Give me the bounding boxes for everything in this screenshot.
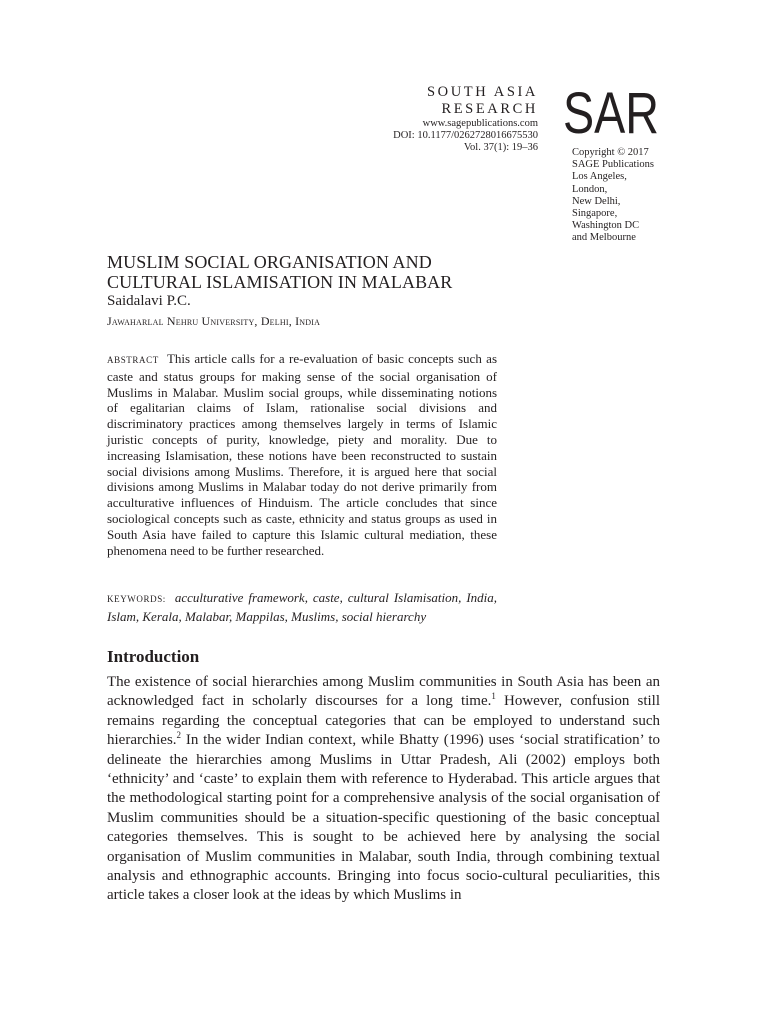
keywords-terms: acculturative framework, caste, cultural Islamisation, India, Islam, Kerala, Malabar, Mappilas, Muslims, social hierarchy: [107, 590, 498, 624]
keywords: [107, 589, 497, 625]
title-line1: MUSLIM SOCIAL ORGANISATION AND: [107, 252, 432, 272]
journal-header: [393, 84, 538, 154]
copyright-line: SAGE Publications: [572, 159, 654, 171]
footnote-ref-1[interactable]: 1: [491, 691, 496, 702]
copyright-line: Los Angeles,: [572, 171, 627, 183]
journal-name-line1: SOUTH ASIA: [427, 84, 538, 100]
copyright-line: Washington DC: [572, 220, 640, 232]
intro-text-part1: The existence of social hierarchies among Muslim communities in South Asia has been an acknowledged fact in scholarly discourses for a long time.: [107, 674, 660, 710]
copyright-line: London,: [572, 183, 608, 195]
footnote-ref-2[interactable]: 2: [176, 730, 182, 741]
journal-doi: DOI: 10.1177/0262728016675530: [393, 130, 538, 141]
copyright-line: New Delhi,: [572, 195, 621, 207]
journal-volume: Vol. 37(1): 19–36: [463, 142, 538, 153]
intro-text-part2: However, confusion still remains regarding the conceptual categories that can be employed to understand such hierarchies.: [107, 693, 660, 749]
keywords-label: KEYWORDS:: [107, 594, 166, 604]
section-heading-introduction: Introduction: [107, 647, 200, 666]
sar-logo-text: SAR: [563, 81, 659, 146]
abstract-text: This article calls for a re-evaluation of basic concepts such as caste and status groups for making sense of the social organisation of Muslims in Malabar. Muslim social groups, while disseminating notions of egalitarian claims of Islam, rationalise social divisions and discriminatory practices among themselves largely in terms of Islamic juristic concepts of purity, knowledge, piety and morality. Due to increasing Islamisation, these notions have been reconstructed to sustain social divisions among Muslims. Therefore, it is argued here that social divisions among Muslims in Malabar today do not derive primarily from acculturative influences of Hinduism. The article concludes that since sociological concepts such as caste, ethnicity and status groups as used in South Asia have failed to capture this Islamic cultural mediation, these phenomena need to be further researched.: [107, 351, 498, 558]
author-affiliation: Jawaharlal Nehru University, Delhi, India: [107, 314, 321, 328]
abstract: [107, 351, 497, 558]
author-name: Saidalavi P.C.: [107, 293, 191, 309]
abstract-label: ABSTRACT: [107, 355, 159, 365]
introduction-paragraph: [107, 673, 660, 906]
copyright-line: and Melbourne: [572, 232, 636, 244]
article-title: [107, 252, 527, 292]
title-line2: CULTURAL ISLAMISATION IN MALABAR: [107, 272, 453, 292]
copyright-line: Singapore,: [572, 208, 618, 220]
sar-logo: [562, 81, 660, 146]
copyright-block: [572, 147, 654, 245]
intro-text-part3: In the wider Indian context, while Bhatty (1996) uses ‘social stratification’ to delineate the hierarchies among Muslims in Uttar Pradesh, Ali (2002) employs both ‘ethnicity’ and ‘caste’ to explain them with reference to Hyderabad. This article argues that the methodological starting point for a comprehensive analysis of the social organisation of Muslim communities should be a situation-specific questioning of the basic conceptual categories themselves. This is sought to be achieved here by analysing the social organisation of Muslim communities in Malabar, south India, through combining textual analysis and ethnographic accounts. Bringing into focus socio-cultural peculiarities, this article takes a closer look at the ideas by which Muslims in: [107, 732, 660, 904]
journal-name-line2: RESEARCH: [441, 101, 538, 117]
journal-website: www.sagepublications.com: [422, 118, 538, 129]
copyright-line: Copyright © 2017: [572, 147, 649, 158]
